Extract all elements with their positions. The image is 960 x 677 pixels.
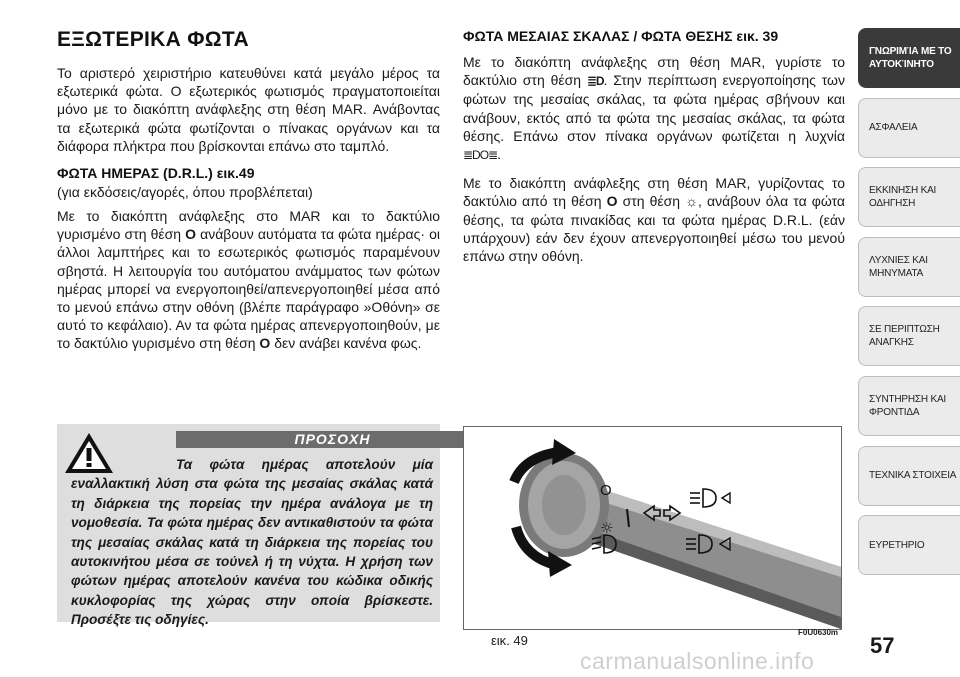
tab-starting-driving[interactable]: ΕΚΚΙΝΗΣΗ ΚΑΙ ΟΔΗΓΗΣΗ — [858, 167, 960, 227]
tab-getting-to-know[interactable]: ΓΝΩΡΙΜΊΑ ΜΕ ΤΟ ΑΥΤΟΚΊΝΗΤΟ — [858, 28, 960, 88]
figure-position-sun: ☼ — [600, 519, 614, 537]
figure-49 — [463, 426, 842, 630]
drl-text-1: Με το διακόπτη ανάφλεξης στο MAR και το δακτύλιο γυρισμένο στη θέση — [57, 208, 440, 243]
tab-maintenance[interactable]: ΣΥΝΤΗΡΗΣΗ ΚΑΙ ΦΡΟΝΤΙΔΑ — [858, 376, 960, 436]
tab-warning-lights[interactable]: ΛΥΧΝΙΕΣ ΚΑΙ ΜΗΝΥΜΑΤΑ — [858, 237, 960, 297]
page-number: 57 — [870, 633, 895, 658]
warning-text: Τα φώτα ημέρας αποτελούν μία εναλλακτική λύση στα φώτα της μεσαίας σκάλας κατά τη διάρκεια της πορείας την ημέρα ανάλογα με τη νομοθεσία. Τα φώτα ημέρας δεν αντικαθιστούν τα φώτα της μεσαίας σκάλας κατά τη διάρκεια της πορείας του αυτοκινήτου μέσα σε τούνελ ή τη νύχτα. Η χρήση των φώτων ημέρας αποτελούν κανένα του κώδικα οδικής κυκλοφορίας της χώρας στην οποία βρίσκεστε. Προσέξτε τις οδηγίες. — [71, 457, 433, 628]
position-o-symbol: O — [185, 226, 197, 243]
low-beam-text-b: . Στην περίπτωση ενεργοποίησης των φώτων της μεσαίας σκάλας, τα φώτα ημέρας σβήνουν και ανάβουν, εκτός από τα φώτα της μεσαίας σκάλας, τα φώτα θέσης. Επάνω στον πίνακα οργάνων φωτίζεται η λυχνία — [463, 72, 845, 144]
low-beam-warning-light-icon: ≣DO≣ — [463, 148, 498, 163]
tab-index[interactable]: ΕΥΡΕΤΗΡΙΟ — [858, 515, 960, 575]
figure-code: F0U0630m — [798, 628, 839, 637]
drl-text-3: δεν ανάβει κανένα φως. — [270, 335, 422, 352]
low-beam-paragraph — [463, 53, 845, 164]
watermark: carmanualsonline.info — [580, 648, 815, 674]
warning-heading: ΠΡΟΣΟΧΗ — [176, 431, 489, 448]
drl-text-2: ανάβουν αυτόματα τα φώτα ημέρας· οι άλλοι λαμπτήρες και το εσωτερικός φωτισμός παραμένουν σβηστά. Η λειτουργία του αυτόματου ανάμματος των φώτων ημέρας μπορεί να ενεργοποιηθεί/απενεργοποιηθεί μέσα από το μενού επάνω στην οθόνη (βλέπε παράγραφο »Οθόνη» σε αυτό το κεφάλαιο). Αν τα φώτα ημέρας απενεργοποιηθούν, με το δακτύλιο γυρισμένο στη θέση — [57, 226, 441, 352]
left-column — [57, 28, 440, 363]
position-o-symbol-2: O — [259, 335, 271, 352]
tab-safety[interactable]: ΑΣΦΑΛΕΙΑ — [858, 98, 960, 158]
drl-availability-note: (για εκδόσεις/αγορές, όπου προβλέπεται) — [57, 184, 313, 201]
drl-paragraph — [57, 207, 440, 353]
warning-box — [57, 424, 440, 628]
tab-technical-data[interactable]: ΤΕΧΝΙΚΑ ΣΤΟΙΧΕΙΑ — [858, 446, 960, 506]
position-o-symbol-3: O — [606, 193, 618, 210]
side-lights-sun-icon: ☼ — [685, 193, 699, 210]
figure-position-o: O — [600, 482, 612, 499]
low-beam-text-c: . — [497, 146, 501, 163]
drl-heading: ΦΩΤΑ ΗΜΕΡΑΣ (D.R.L.) εικ.49 — [57, 165, 255, 182]
low-beam-text-a: Με το διακόπτη ανάφλεξης στη θέση MAR, γυρίστε το δακτύλιο στη θέση — [463, 54, 845, 89]
intro-paragraph: Το αριστερό χειριστήριο κατευθύνει κατά μεγάλο μέρος τα εξωτερικά φώτα. Ο εξωτερικός φωτισμός πραγματοποιείται μόνο με το διακόπτη ανάφλεξης στη θέση MAR. Ανάβοντας τα εξωτερικά φώτα φωτίζονται ο πίνακας οργάνων και τα διάφορα πλήκτρα που βρίσκονται επάνω στο ταμπλό. — [57, 65, 440, 154]
figure-caption: εικ. 49 — [491, 633, 528, 648]
light-stalk-illustration — [464, 427, 841, 629]
side-lights-text-a: Με το διακόπτη ανάφλεξης στη θέση MAR, γυρίζοντας το δακτύλιο από τη θέση — [463, 175, 845, 210]
low-beam-icon: ≣D — [586, 74, 604, 89]
chapter-tabs — [858, 28, 960, 585]
side-lights-paragraph — [463, 174, 845, 265]
page-title: ΕΞΩΤΕΡΙΚΑ ΦΩΤΑ — [57, 28, 249, 51]
tab-emergency[interactable]: ΣΕ ΠΕΡΙΠΤΩΣΗ ΑΝΑΓΚΗΣ — [858, 306, 960, 366]
right-column — [463, 28, 845, 275]
side-lights-text-c: , ανάβουν όλα τα φώτα θέσης, τα φώτα πινακίδας και τα φώτα ημέρας D.R.L. (εάν υπάρχουν) εάν δεν έχουν απενεργοποιηθεί μέσω του μενού επάνω στην οθόνη. — [463, 193, 845, 265]
high-beam-symbol — [690, 489, 730, 507]
low-beam-heading: ΦΩΤΑ ΜΕΣΑΙΑΣ ΣΚΑΛΑΣ / ΦΩΤΑ ΘΕΣΗΣ εικ. 39 — [463, 28, 779, 44]
side-lights-text-b: στη θέση — [617, 193, 686, 210]
